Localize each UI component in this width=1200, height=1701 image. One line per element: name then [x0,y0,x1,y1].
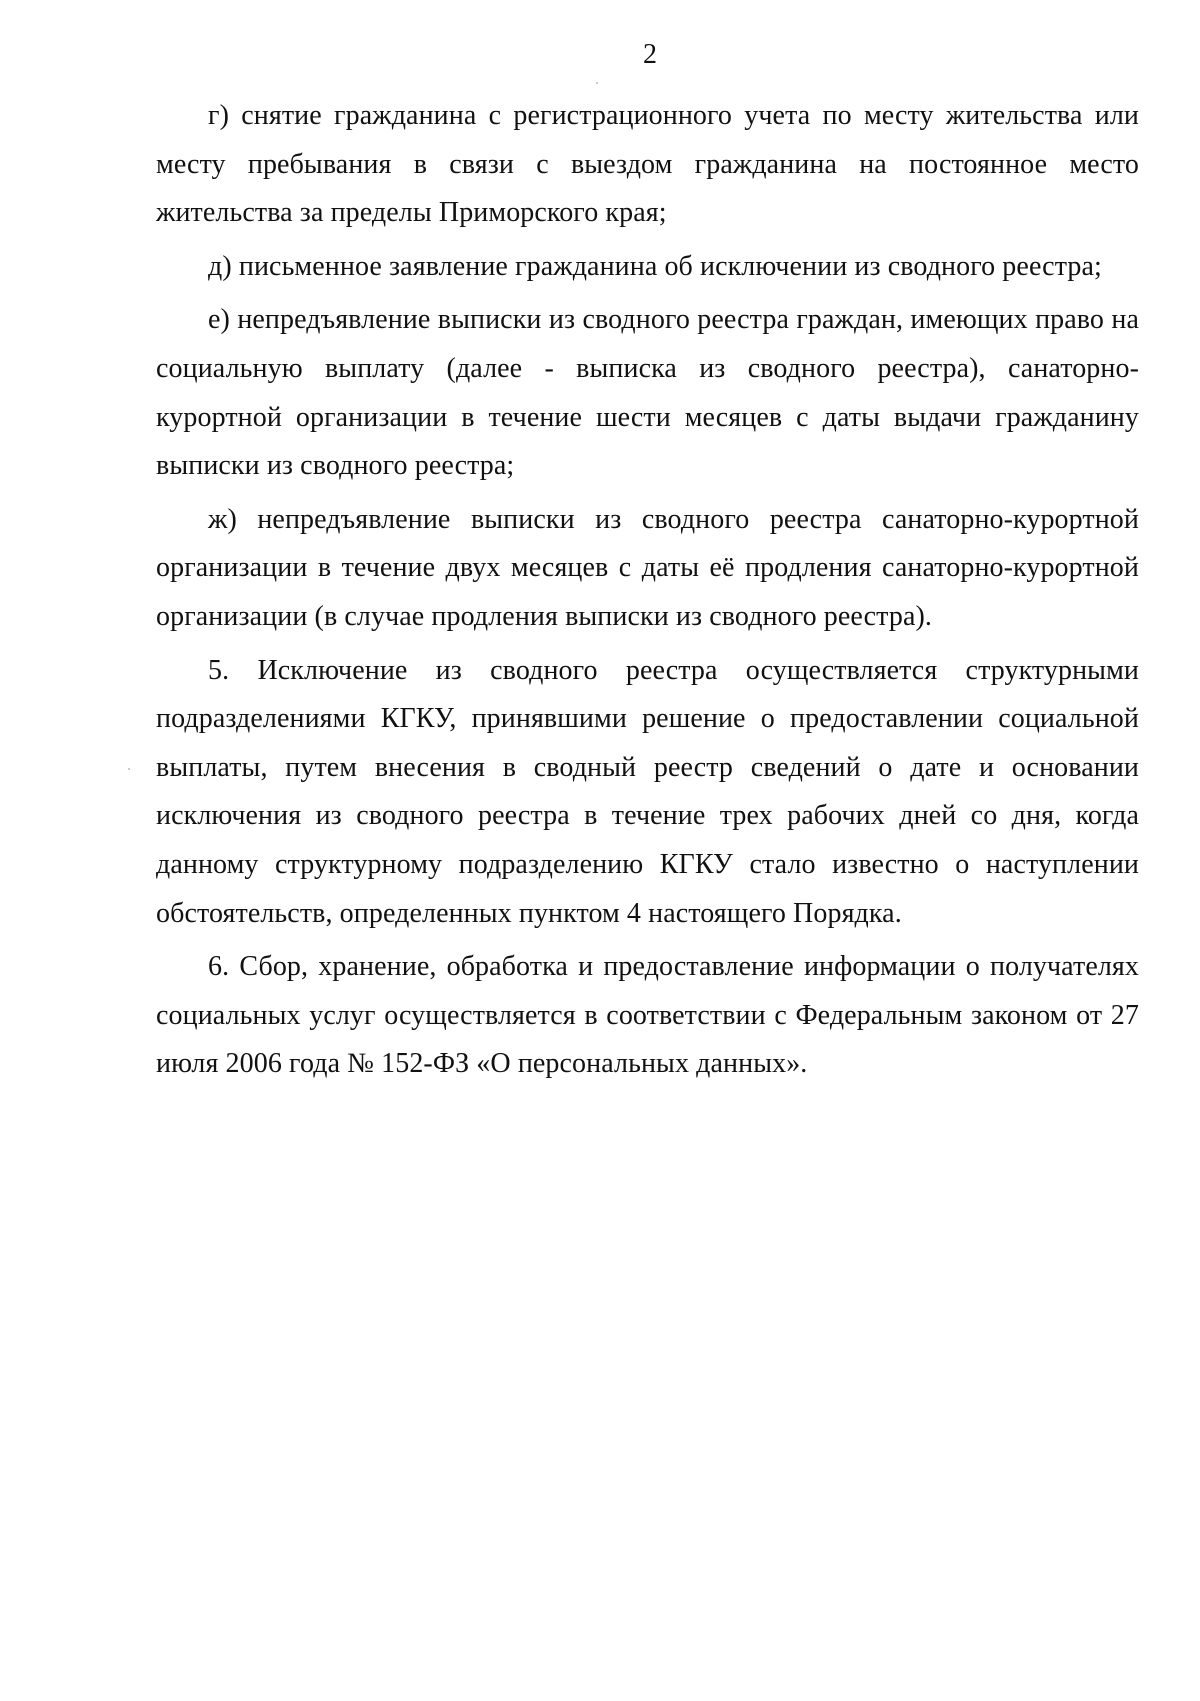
paragraph-clause-6: 6. Сбор, хранение, обработка и предоставление информации о получателях социальных услуг осуществляется в соответствии с Федеральным законом от 27 июля 2006 года № 152-ФЗ «О персональных данных». [156,951,1139,1080]
paragraph-item-e: е) непредъявление выписки из сводного реестра граждан, имеющих право на социальную выплату (далее - выписка из сводного реестра), санаторно-курортной организации в течение шести месяцев с даты выдачи гражданину выписки из сводного реестра; [156,304,1139,482]
paragraph-item-d: д) письменное заявление гражданина об исключении из сводного реестра; [208,250,1102,282]
document-body [156,92,1139,1094]
paragraph-item-g: г) снятие гражданина с регистрационного учета по месту жительства или месту пребывания в связи с выездом гражданина на постоянное место жительства за пределы Приморского края; [156,100,1139,229]
scan-speck [128,768,130,770]
scan-speck [596,82,598,84]
paragraph-clause-5: 5. Исключение из сводного реестра осуществляется структурными подразделениями КГКУ, принявшими решение о предоставлении социальной выплаты, путем внесения в сводный реестр сведений о дате и основании исключения из сводного реестра в течение трех рабочих дней со дня, когда данному структурному подразделению КГКУ стало известно о наступлении обстоятельств, определенных пунктом 4 настоящего Порядка. [156,654,1139,929]
paragraph-item-zh: ж) непредъявление выписки из сводного реестра санаторно-курортной организации в течение двух месяцев с даты её продления санаторно-курортной организации (в случае продления выписки из сводного реестра). [156,503,1139,632]
page-number: 2 [643,39,657,70]
